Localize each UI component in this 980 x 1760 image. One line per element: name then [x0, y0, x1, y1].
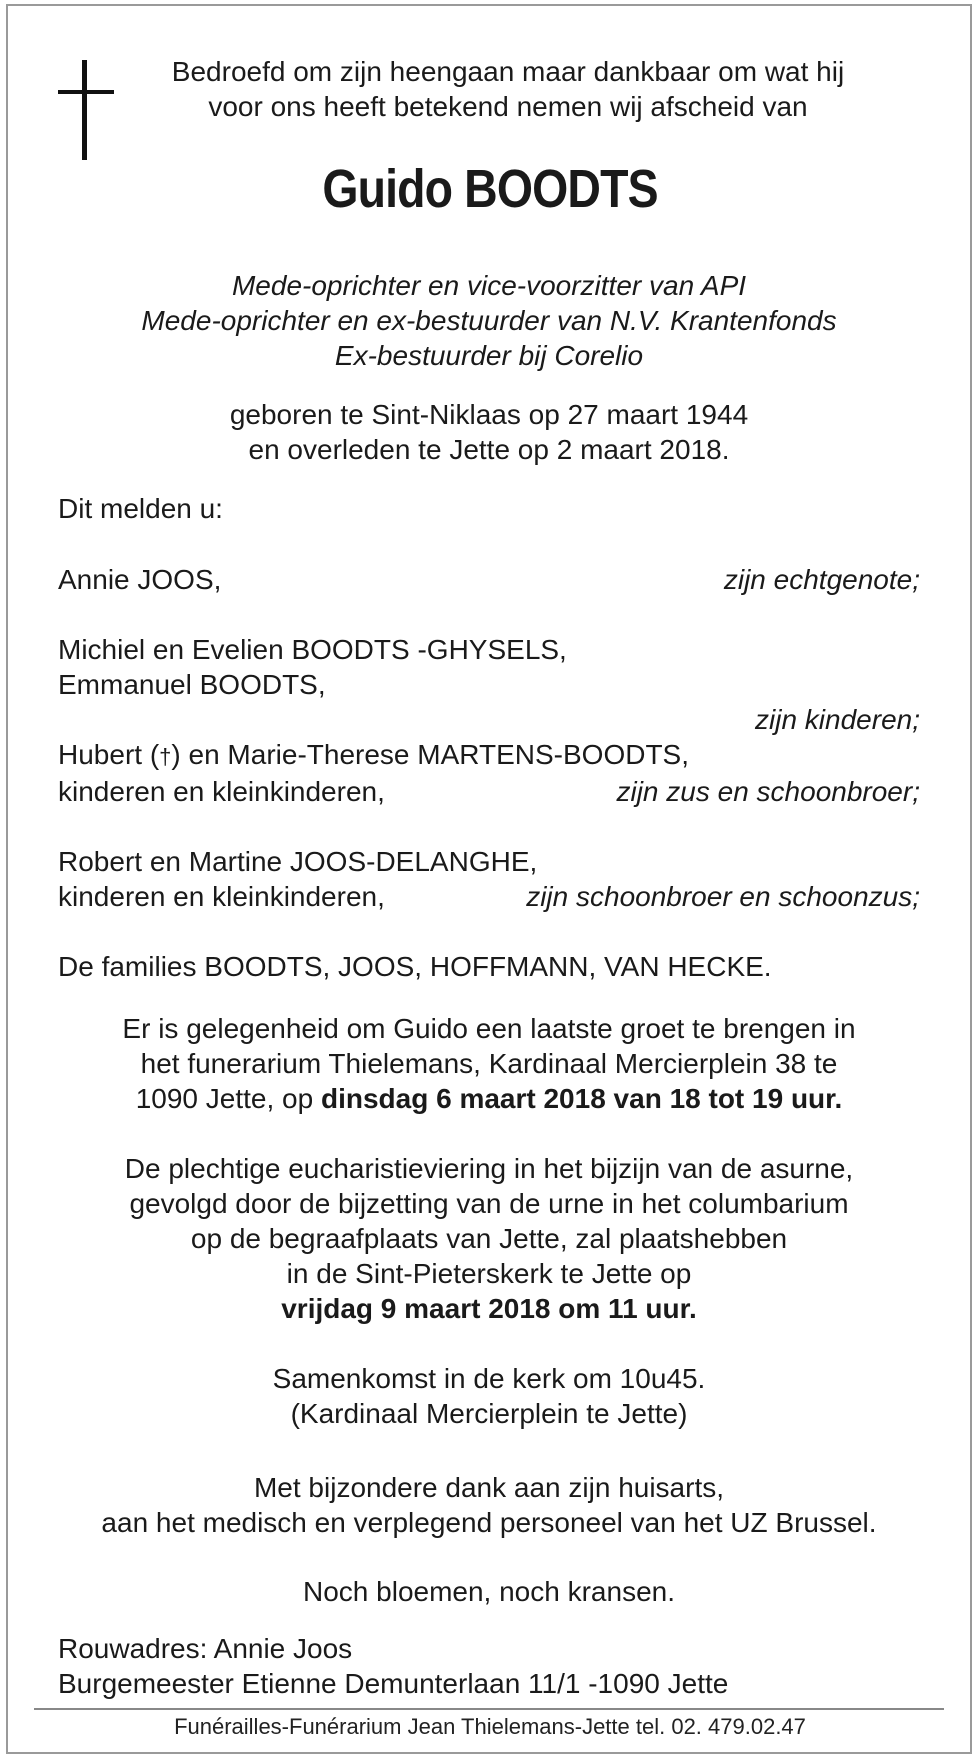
roles [58, 268, 920, 373]
address-line-2: Burgemeester Etienne Demunterlaan 11/1 -1090 Jette [58, 1668, 729, 1699]
address-block [58, 1631, 920, 1701]
visit-line-3 [58, 1081, 920, 1116]
intro-line-1: Bedroefd om zijn heengaan maar dankbaar om wat hij [171, 56, 845, 87]
intro-line-2: voor ons heeft betekend nemen wij afscheid van [208, 91, 808, 122]
ceremony-block [58, 1151, 920, 1326]
thanks-block [58, 1470, 920, 1540]
sister-relation: zijn zus en schoonbroer; [616, 776, 920, 807]
flowers-block [58, 1574, 920, 1609]
visit-line-2: het funerarium Thielemans, Kardinaal Mercierplein 38 te [140, 1048, 838, 1079]
children-block [58, 632, 920, 809]
inlaw-kids: kinderen en kleinkinderen, [58, 881, 385, 912]
sister-line [58, 737, 920, 774]
families-block [58, 949, 920, 984]
sister-pre: Hubert ( [58, 739, 160, 770]
inlaw-block [58, 844, 920, 914]
families-text: De families BOODTS, JOOS, HOFFMANN, VAN HECKE. [58, 951, 772, 982]
sister-post: ) en Marie-Therese MARTENS-BOODTS, [171, 739, 689, 770]
ceremony-line-3: op de begraafplaats van Jette, zal plaatshebben [190, 1223, 788, 1254]
address-line-1: Rouwadres: Annie Joos [58, 1633, 353, 1664]
meeting-line-1: Samenkomst in de kerk om 10u45. [272, 1363, 706, 1394]
child-2: Emmanuel BOODTS, [58, 669, 326, 700]
sister-kids: kinderen en kleinkinderen, [58, 776, 385, 807]
ceremony-line-4: in de Sint-Pieterskerk te Jette op [286, 1258, 692, 1289]
flowers-text: Noch bloemen, noch kransen. [303, 1576, 675, 1607]
ceremony-date: vrijdag 9 maart 2018 om 11 uur. [281, 1293, 697, 1324]
ceremony-line-1: De plechtige eucharistieviering in het bijzijn van de asurne, [124, 1153, 854, 1184]
footer-divider [34, 1708, 944, 1710]
inlaw-name: Robert en Martine JOOS-DELANGHE, [58, 846, 538, 877]
role-line-2: Mede-oprichter en ex-bestuurder van N.V. Krantenfonds [141, 305, 837, 336]
thanks-line-2: aan het medisch en verplegend personeel van het UZ Brussel. [101, 1507, 877, 1538]
spouse-name: Annie JOOS, [58, 564, 222, 595]
intro-text [96, 54, 920, 124]
spouse-relation: zijn echtgenote; [723, 564, 920, 595]
role-line-1: Mede-oprichter en vice-voorzitter van API [231, 270, 747, 301]
announce [58, 491, 920, 526]
meeting-line-2: (Kardinaal Mercierplein te Jette) [290, 1398, 688, 1429]
inlaw-relation: zijn schoonbroer en schoonzus; [526, 881, 920, 912]
spouse-row [58, 562, 920, 597]
funeral-home-footer: Funérailles-Funérarium Jean Thielemans-Jette tel. 02. 479.02.47 [174, 1714, 806, 1739]
small-cross-icon: † [159, 744, 172, 769]
role-line-3: Ex-bestuurder bij Corelio [334, 340, 644, 371]
thanks-line-1: Met bijzondere dank aan zijn huisarts, [253, 1472, 725, 1503]
visit-line-1: Er is gelegenheid om Guido een laatste groet te brengen in [122, 1013, 856, 1044]
death-line: en overleden te Jette op 2 maart 2018. [248, 434, 730, 465]
deceased-name: Guido BOODTS [322, 159, 658, 219]
visit-line-3-pre: 1090 Jette, op [135, 1083, 321, 1114]
announce-text: Dit melden u: [58, 493, 223, 524]
birth-line: geboren te Sint-Niklaas op 27 maart 1944 [229, 399, 749, 430]
visit-date: dinsdag 6 maart 2018 van 18 tot 19 uur. [320, 1083, 843, 1114]
visit-block [58, 1011, 920, 1116]
birth-death [58, 397, 920, 467]
child-1: Michiel en Evelien BOODTS -GHYSELS, [58, 634, 567, 665]
ceremony-line-2: gevolgd door de bijzetting van de urne in het columbarium [129, 1188, 849, 1219]
children-relation: zijn kinderen; [755, 704, 920, 735]
meeting-block [58, 1361, 920, 1431]
